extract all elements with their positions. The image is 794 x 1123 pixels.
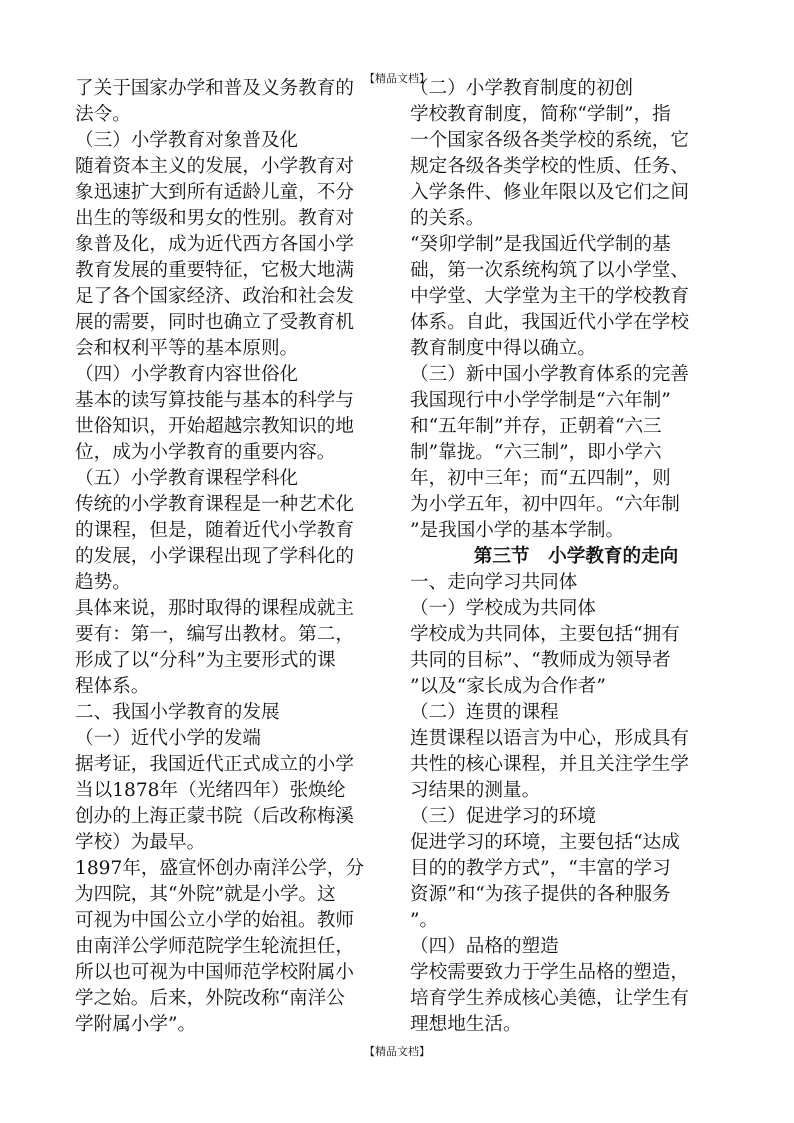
text-line: 了关于国家办学和普及义务教育的 xyxy=(75,78,354,99)
text-line: 程体系。 xyxy=(75,676,150,697)
text-line: 和“五年制”并存，正朝着“六三 xyxy=(410,416,662,437)
text-line: 为小学五年，初中四年。“六年制 xyxy=(410,494,680,515)
text-line: 二、我国小学教育的发展 xyxy=(75,702,280,723)
text-line: 的关系。 xyxy=(410,208,485,229)
text-line: 学附属小学”。 xyxy=(75,1014,197,1035)
text-line: 学校需要致力于学生品格的塑造， xyxy=(410,962,689,983)
text-line: “癸卯学制”是我国近代学制的基 xyxy=(410,234,671,255)
text-line: 培育学生养成核心美德，让学生有 xyxy=(410,988,689,1009)
text-line: 1897年，盛宣怀创办南洋公学，分 xyxy=(75,858,365,879)
text-line: 趋势。 xyxy=(75,572,131,593)
text-line: 学之始。后来，外院改称“南洋公 xyxy=(75,988,345,1009)
text-line: ”以及“家长成为合作者” xyxy=(410,676,606,697)
text-line: 共性的核心课程，并且关注学生学 xyxy=(410,754,689,775)
text-line: （二）连贯的课程 xyxy=(410,702,559,723)
text-line: 的课程，但是，随着近代小学教育 xyxy=(75,520,354,541)
text-line: ”。 xyxy=(410,910,439,931)
text-line: ”是我国小学的基本学制。 xyxy=(410,520,625,541)
text-line: 入学条件、修业年限以及它们之间 xyxy=(410,182,689,203)
text-line: 为四院，其“外院”就是小学。这 xyxy=(75,884,336,905)
text-line: （四）小学教育内容世俗化 xyxy=(75,364,299,385)
text-line: （二）小学教育制度的初创 xyxy=(410,78,634,99)
text-line: 可视为中国公立小学的始祖。教师 xyxy=(75,910,354,931)
text-line: 会和权利平等的基本原则。 xyxy=(75,338,299,359)
text-line: 中学堂、大学堂为主干的学校教育 xyxy=(410,286,689,307)
text-line: 规定各级各类学校的性质、任务、 xyxy=(410,156,689,177)
text-line: （三）新中国小学教育体系的完善 xyxy=(410,364,689,385)
text-line: 我国现行中小学学制是“六年制” xyxy=(410,390,671,411)
text-line: 要有：第一，编写出教材。第二， xyxy=(75,624,354,645)
page-footer: 【精品文档】 xyxy=(364,1045,430,1058)
text-line: 一、走向学习共同体 xyxy=(410,572,578,593)
text-line: 理想地生活。 xyxy=(410,1014,522,1035)
text-line: 随着资本主义的发展，小学教育对 xyxy=(75,156,354,177)
text-line: 创办的上海正蒙书院（后改称梅溪 xyxy=(75,806,354,827)
text-line: 所以也可视为中国师范学校附属小 xyxy=(75,962,354,983)
right-column xyxy=(410,76,742,1038)
text-line: 法令。 xyxy=(75,104,131,125)
text-line: 世俗知识，开始超越宗教知识的地 xyxy=(75,416,354,437)
text-line: （三）小学教育对象普及化 xyxy=(75,130,299,151)
text-line: 习结果的测量。 xyxy=(410,780,541,801)
text-line: 象迅速扩大到所有适龄儿童，不分 xyxy=(75,182,354,203)
left-column xyxy=(75,76,405,1038)
text-line: 促进学习的环境，主要包括“达成 xyxy=(410,832,680,853)
text-line: 足了各个国家经济、政治和社会发 xyxy=(75,286,354,307)
text-line: 目的的教学方式”，“丰富的学习 xyxy=(410,858,671,879)
text-line: 当以1878年（光绪四年）张焕纶 xyxy=(75,780,346,801)
text-line: 学校教育制度，简称“学制”，指 xyxy=(410,104,671,125)
text-line: 展的需要，同时也确立了受教育机 xyxy=(75,312,354,333)
text-line: 象普及化，成为近代西方各国小学 xyxy=(75,234,354,255)
text-line: 基本的读写算技能与基本的科学与 xyxy=(75,390,354,411)
text-line: 据考证，我国近代正式成立的小学 xyxy=(75,754,354,775)
text-line: （四）品格的塑造 xyxy=(410,936,559,957)
text-line: 出生的等级和男女的性别。教育对 xyxy=(75,208,354,229)
text-line: 教育制度中得以确立。 xyxy=(410,338,596,359)
text-line: （一）学校成为共同体 xyxy=(410,598,596,619)
text-line: （一）近代小学的发端 xyxy=(75,728,261,749)
text-line: 体系。自此，我国近代小学在学校 xyxy=(410,312,689,333)
text-line: （五）小学教育课程学科化 xyxy=(75,468,299,489)
text-line: 位，成为小学教育的重要内容。 xyxy=(75,442,336,463)
text-line: 础，第一次系统构筑了以小学堂、 xyxy=(410,260,689,281)
text-line: 连贯课程以语言为中心，形成具有 xyxy=(410,728,689,749)
text-line: 形成了以“分科”为主要形式的课 xyxy=(75,650,336,671)
text-line: 学校）为最早。 xyxy=(75,832,206,853)
text-line: 教育发展的重要特征，它极大地满 xyxy=(75,260,354,281)
text-line: 共同的目标”、“教师成为领导者 xyxy=(410,650,671,671)
text-line: 年，初中三年；而“五四制”，则 xyxy=(410,468,671,489)
section-title: 第三节 小学教育的走向 xyxy=(473,546,679,567)
text-line: 一个国家各级各类学校的系统，它 xyxy=(410,130,689,151)
text-line: 制”靠拢。“六三制”，即小学六 xyxy=(410,442,662,463)
text-line: （三）促进学习的环境 xyxy=(410,806,596,827)
text-line: 传统的小学教育课程是一种艺术化 xyxy=(75,494,354,515)
text-line: 由南洋公学师范院学生轮流担任， xyxy=(75,936,354,957)
text-line: 的发展，小学课程出现了学科化的 xyxy=(75,546,354,567)
page-header: 【精品文档】 xyxy=(364,72,430,85)
text-line: 资源”和“为孩子提供的各种服务 xyxy=(410,884,671,905)
text-line: 学校成为共同体，主要包括“拥有 xyxy=(410,624,680,645)
text-line: 具体来说，那时取得的课程成就主 xyxy=(75,598,354,619)
